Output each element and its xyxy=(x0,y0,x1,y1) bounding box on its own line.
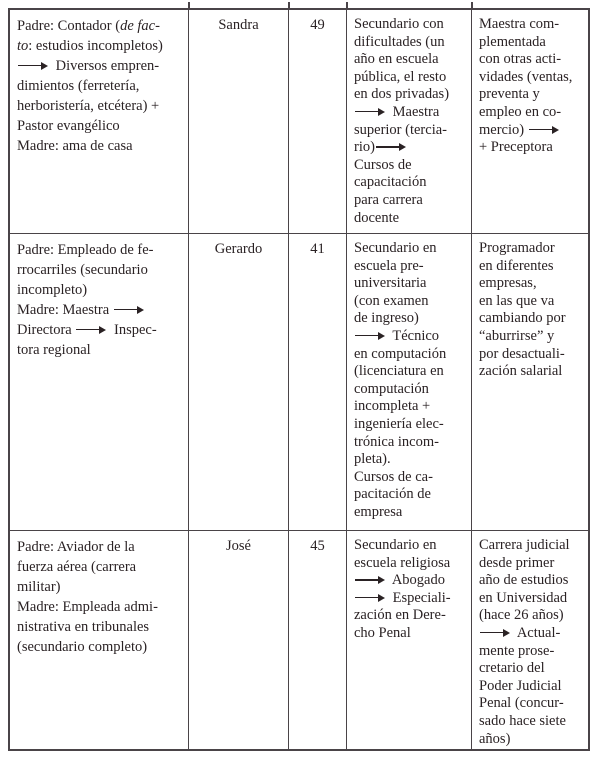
long-right-arrow-icon xyxy=(355,332,385,340)
text-line xyxy=(354,625,467,643)
name-text: José xyxy=(226,538,251,554)
text-run: Cursos de ca- xyxy=(354,468,433,485)
text-line xyxy=(17,240,184,260)
text-line xyxy=(354,434,467,452)
text-line xyxy=(479,346,584,364)
text-line xyxy=(354,258,467,276)
text-run: tora regional xyxy=(17,342,91,358)
text-line xyxy=(17,320,184,340)
text-run: rrocarriles (secundario xyxy=(17,262,148,278)
text-run: Carrera judicial xyxy=(479,537,570,553)
long-right-arrow-icon xyxy=(376,143,406,151)
long-right-arrow-icon xyxy=(355,108,385,116)
text-run: escuela pre- xyxy=(354,257,424,274)
text-line xyxy=(17,116,184,136)
text-line xyxy=(479,607,584,625)
text-line xyxy=(479,293,584,311)
text-line xyxy=(17,260,184,280)
text-line xyxy=(17,537,184,557)
text-run: en dos privadas) xyxy=(354,86,450,103)
text-line xyxy=(354,363,467,381)
text-run: + Preceptora xyxy=(479,139,553,156)
text-run: ingeniería elec- xyxy=(354,415,444,432)
text-run: Padre: Empleado de fe- xyxy=(17,242,154,258)
text-line xyxy=(17,136,184,156)
text-line xyxy=(354,537,467,555)
text-run: computación xyxy=(354,380,429,397)
text-run: nistrativa en tribunales xyxy=(17,619,150,635)
text-run: Padre: Contador ( xyxy=(17,18,121,34)
text-run: Directora xyxy=(17,322,76,338)
text-line xyxy=(17,340,184,360)
text-run: en computación xyxy=(354,345,447,362)
text-run: Madre: Empleada admi- xyxy=(17,599,158,615)
text-line xyxy=(479,695,584,713)
text-line xyxy=(479,86,584,104)
text-line xyxy=(17,557,184,577)
work-cell xyxy=(472,531,588,749)
age-text: 49 xyxy=(310,17,325,33)
text-run: en Universidad xyxy=(479,589,568,606)
text-line xyxy=(354,590,467,608)
text-run: Actual- xyxy=(514,624,561,641)
text-line xyxy=(479,328,584,346)
text-line xyxy=(354,16,467,34)
text-run: con otras acti- xyxy=(479,51,562,68)
text-run: empresa xyxy=(354,503,403,520)
family-cell xyxy=(10,531,189,749)
text-line xyxy=(479,240,584,258)
text-line xyxy=(354,34,467,52)
text-run: Secundario en xyxy=(354,537,437,553)
text-line xyxy=(479,34,584,52)
text-run: “aburrirse” y xyxy=(479,327,555,344)
text-run: Pastor evangélico xyxy=(17,118,120,134)
text-run: incompleto) xyxy=(17,282,88,298)
text-run: Inspec- xyxy=(110,322,157,338)
text-line xyxy=(354,86,467,104)
text-run: militar) xyxy=(17,579,61,595)
text-line xyxy=(354,174,467,192)
text-run: pública, el resto xyxy=(354,68,447,85)
text-line xyxy=(354,607,467,625)
text-line xyxy=(479,625,584,643)
long-right-arrow-icon xyxy=(480,629,510,637)
text-run: para carrera xyxy=(354,191,423,208)
text-run: zación salarial xyxy=(479,363,563,380)
text-line xyxy=(479,537,584,555)
text-line xyxy=(17,16,184,36)
text-run: (con examen xyxy=(354,292,429,309)
text-line xyxy=(354,328,467,346)
text-line xyxy=(354,381,467,399)
text-run: por desactuali- xyxy=(479,345,565,362)
text-line xyxy=(479,643,584,661)
text-run: plementada xyxy=(479,33,546,50)
text-run: en diferentes xyxy=(479,257,554,274)
text-run: escuela religiosa xyxy=(354,554,451,571)
text-line xyxy=(354,122,467,140)
text-line xyxy=(479,139,584,157)
text-run: Programador xyxy=(479,240,555,256)
text-line xyxy=(354,310,467,328)
text-run: : estudios incompletos) xyxy=(28,38,163,54)
text-line xyxy=(479,16,584,34)
text-run: año de estudios xyxy=(479,572,569,589)
text-run: Penal (concur- xyxy=(479,695,564,712)
text-line xyxy=(354,504,467,522)
text-run: fuerza aérea (carrera xyxy=(17,559,137,575)
text-line xyxy=(354,104,467,122)
text-run: desde primer xyxy=(479,554,555,571)
name-text: Sandra xyxy=(218,17,259,33)
text-run: Madre: Maestra xyxy=(17,302,113,318)
text-line xyxy=(354,346,467,364)
text-line xyxy=(17,637,184,657)
family-cell xyxy=(10,234,189,531)
text-run: Maestra xyxy=(389,103,440,120)
text-run: años) xyxy=(479,730,511,747)
italic-text-run: de fac- xyxy=(120,18,160,34)
text-line xyxy=(479,122,584,140)
text-line xyxy=(479,572,584,590)
name-cell xyxy=(189,531,289,749)
text-line xyxy=(354,572,467,590)
text-line xyxy=(354,555,467,573)
text-line xyxy=(354,293,467,311)
text-line xyxy=(17,300,184,320)
text-run: docente xyxy=(354,209,400,226)
age-text: 45 xyxy=(310,538,325,554)
text-run: Técnico xyxy=(389,327,440,344)
text-run: trónica incom- xyxy=(354,433,439,450)
text-line xyxy=(479,555,584,573)
text-line xyxy=(354,486,467,504)
text-line xyxy=(479,275,584,293)
long-right-arrow-icon xyxy=(355,594,385,602)
text-line xyxy=(479,363,584,381)
text-line xyxy=(479,678,584,696)
text-run: Secundario en xyxy=(354,240,437,256)
text-run: cambiando por xyxy=(479,310,566,327)
long-right-arrow-icon xyxy=(76,326,106,334)
age-cell xyxy=(289,10,347,234)
text-line xyxy=(354,192,467,210)
text-line xyxy=(479,590,584,608)
long-right-arrow-icon xyxy=(355,576,385,584)
text-run: dimientos (ferretería, xyxy=(17,78,140,94)
text-run: Diversos empren- xyxy=(52,58,160,74)
text-run: capacitación xyxy=(354,174,427,191)
age-text: 41 xyxy=(310,241,325,257)
text-line xyxy=(479,51,584,69)
work-cell xyxy=(472,234,588,531)
text-run: en las que va xyxy=(479,292,555,309)
text-run: Maestra com- xyxy=(479,16,560,32)
text-run: (hace 26 años) xyxy=(479,607,564,624)
text-line xyxy=(17,617,184,637)
text-run: sado hace siete xyxy=(479,712,566,729)
text-run: Padre: Aviador de la xyxy=(17,539,135,555)
text-run: mercio) xyxy=(479,121,528,138)
text-run: (licenciatura en xyxy=(354,363,444,380)
text-run: superior (tercia- xyxy=(354,121,447,138)
text-line xyxy=(17,280,184,300)
text-line xyxy=(17,577,184,597)
text-line xyxy=(479,69,584,87)
text-line xyxy=(17,36,184,56)
text-run: Poder Judicial xyxy=(479,677,562,694)
text-run: universitaria xyxy=(354,275,427,292)
education-cell xyxy=(347,10,472,234)
text-run: año en escuela xyxy=(354,51,439,68)
text-line xyxy=(354,398,467,416)
text-run: de ingreso) xyxy=(354,310,419,327)
text-line xyxy=(354,451,467,469)
text-line xyxy=(354,69,467,87)
text-line xyxy=(479,258,584,276)
text-line xyxy=(354,469,467,487)
text-run: mente prose- xyxy=(479,642,555,659)
text-run: vidades (ventas, xyxy=(479,68,573,85)
text-run: Madre: ama de casa xyxy=(17,138,133,154)
text-run: Secundario con xyxy=(354,16,444,32)
text-run: (secundario completo) xyxy=(17,639,148,655)
long-right-arrow-icon xyxy=(114,306,144,314)
text-line xyxy=(17,96,184,116)
text-run: cretario del xyxy=(479,660,545,677)
comparison-table xyxy=(8,8,590,751)
text-run: preventa y xyxy=(479,86,540,103)
text-line xyxy=(479,660,584,678)
text-line xyxy=(354,139,467,157)
text-run: Cursos de xyxy=(354,156,412,173)
text-run: Abogado xyxy=(389,572,445,589)
long-right-arrow-icon xyxy=(18,62,48,70)
text-line xyxy=(479,310,584,328)
long-right-arrow-icon xyxy=(529,126,559,134)
text-line xyxy=(354,240,467,258)
text-run: empresas, xyxy=(479,275,537,292)
text-line xyxy=(17,56,184,76)
text-line xyxy=(354,210,467,228)
text-run: pacitación de xyxy=(354,486,431,503)
age-cell xyxy=(289,234,347,531)
text-run: Especiali- xyxy=(389,589,451,606)
age-cell xyxy=(289,531,347,749)
education-cell xyxy=(347,531,472,749)
text-line xyxy=(479,731,584,749)
text-line xyxy=(17,76,184,96)
text-line xyxy=(17,597,184,617)
text-line xyxy=(479,104,584,122)
name-cell xyxy=(189,234,289,531)
name-cell xyxy=(189,10,289,234)
text-run: zación en Dere- xyxy=(354,607,446,624)
text-run: empleo en co- xyxy=(479,103,562,120)
text-run: incompleta + xyxy=(354,398,431,415)
text-run: herboristería, etcétera) + xyxy=(17,98,160,114)
text-line xyxy=(354,275,467,293)
text-run: cho Penal xyxy=(354,624,411,641)
family-cell xyxy=(10,10,189,234)
work-cell xyxy=(472,10,588,234)
text-run: rio) xyxy=(354,139,375,156)
text-run: pleta). xyxy=(354,451,391,468)
text-line xyxy=(354,416,467,434)
text-run: dificultades (un xyxy=(354,33,445,50)
name-text: Gerardo xyxy=(214,241,263,257)
text-line xyxy=(479,713,584,731)
text-line xyxy=(354,157,467,175)
education-cell xyxy=(347,234,472,531)
text-line xyxy=(354,51,467,69)
italic-text-run: to xyxy=(17,38,29,54)
